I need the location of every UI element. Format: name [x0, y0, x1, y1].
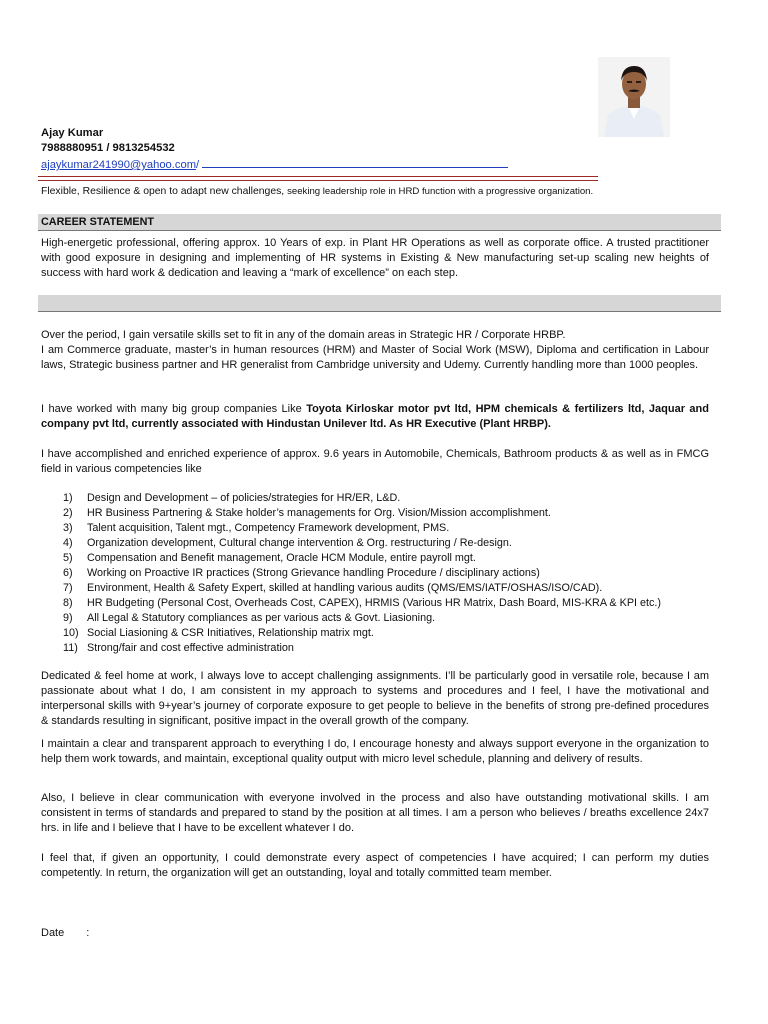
profile-photo — [598, 57, 670, 137]
career-statement-text: High-energetic professional, offering approx. 10 Years of exp. in Plant HR Operations as well as corporate office. A trusted practitioner with good exposure in designing and implementing of HR systems in Existing & New manufacturing set-up scaling new heights of success with hard work & dedication and leaving a “mark of excellence” on each step. — [41, 237, 709, 279]
list-number: 10) — [63, 627, 79, 639]
closing-paragraph: I feel that, if given an opportunity, I could demonstrate every aspect of competencies I have acquired; I can perform my duties competently. In return, the organization will get an outstanding, loyal and totally committed team member. — [41, 852, 709, 879]
list-text: HR Budgeting (Personal Cost, Overheads Cost, CAPEX), HRMIS (Various HR Matrix, Dash Board, MIS-KRA & KPI etc.) — [87, 597, 662, 609]
email-separator: / — [196, 159, 200, 171]
list-text: Design and Development – of policies/strategies for HR/ER, L&D. — [87, 492, 401, 504]
list-item — [41, 611, 701, 626]
header-divider — [38, 176, 598, 181]
list-item — [41, 641, 701, 656]
list-number: 4) — [63, 537, 73, 549]
motivation-paragraph: Dedicated & feel home at work, I always love to accept challenging assignments. I’ll be particularly good in versatile role, because I am passionate about what I do, I am consistent in my approach to systems and procedures and I feel, I have the motivational and interpersonal skills with 9+year’s journey of corporate exposure to get people to believe in the benefits of strong pre-defined procedures & standards resulting in significant, positive impact in the overall growth of the company. — [41, 670, 709, 727]
list-text: Social Liasioning & CSR Initiatives, Relationship matrix mgt. — [87, 627, 374, 639]
list-text: Environment, Health & Safety Expert, skilled at handling various audits (QMS/EMS/IATF/OSHAS/ISO/CAD). — [87, 582, 603, 594]
list-text: All Legal & Statutory compliances as per various acts & Govt. Liasioning. — [87, 612, 436, 624]
experience-paragraph: I have accomplished and enriched experience of approx. 9.6 years in Automobile, Chemicals, Bathroom products & as well as in FMCG field in various competencies like — [41, 448, 709, 475]
email-link[interactable]: ajaykumar241990@yahoo.com — [41, 159, 197, 171]
list-text: Strong/fair and cost effective administration — [87, 642, 294, 654]
date-colon: : — [86, 927, 90, 939]
tagline-part1: Flexible, Resilience & open to adapt new challenges, — [41, 186, 288, 197]
list-number: 3) — [63, 522, 73, 534]
tagline — [41, 185, 721, 199]
companies-paragraph — [41, 402, 709, 432]
communication-paragraph: Also, I believe in clear communication with everyone involved in the process and also have outstanding motivational skills. I am consistent in terms of standards and prepared to stand by the position at all times. I am a person who believes / breaths excellence 24x7 hrs. in life and I believe that I have to be excellent whatever I do. — [41, 792, 709, 834]
list-item — [41, 521, 701, 536]
list-item — [41, 536, 701, 551]
list-text: Organization development, Cultural change intervention & Org. restructuring / Re-design. — [87, 537, 512, 549]
summary-paragraph-1: Over the period, I gain versatile skills set to fit in any of the domain areas in Strategic HR / Corporate HRBP. — [41, 329, 566, 341]
list-item — [41, 491, 701, 506]
list-number: 9) — [63, 612, 73, 624]
candidate-name: Ajay Kumar — [41, 127, 104, 139]
approach-paragraph: I maintain a clear and transparent approach to everything I do, I encourage honesty and always support everyone in the organization to help them work towards, and maintain, exceptional quality output with micro level schedule, planning and delivery of results. — [41, 738, 709, 765]
list-item — [41, 506, 701, 521]
tagline-part2: seeking leadership role in HRD function with a progressive organization. — [287, 186, 594, 197]
blank-underline — [202, 156, 508, 168]
section-title: CAREER STATEMENT — [41, 216, 154, 228]
date-label: Date — [41, 927, 65, 939]
empty-section-bar — [38, 295, 721, 312]
list-number: 7) — [63, 582, 73, 594]
career-statement-bar — [38, 214, 721, 231]
list-number: 1) — [63, 492, 73, 504]
summary-paragraph-2: I am Commerce graduate, master’s in human resources (HRM) and Master of Social Work (MSW), Diploma and certification in Labour laws, Strategic business partner and HR generalist from Cambridge university and Udemy. Currently handling more than 1000 peoples. — [41, 344, 709, 371]
date-line — [41, 926, 89, 941]
list-item — [41, 566, 701, 581]
list-number: 2) — [63, 507, 73, 519]
list-number: 11) — [63, 642, 78, 654]
list-text: HR Business Partnering & Stake holder’s managements for Org. Vision/Mission accomplishment. — [87, 507, 551, 519]
list-number: 8) — [63, 597, 73, 609]
list-item — [41, 596, 701, 611]
list-number: 6) — [63, 567, 73, 579]
list-item — [41, 551, 701, 566]
companies-intro: I have worked with many big group companies Like — [41, 403, 307, 415]
companies-list: Toyota Kirloskar motor pvt ltd, HPM chemicals & fertilizers ltd, Jaquar and company pvt ltd, currently associated with Hindustan Unilever ltd. As HR Executive (Plant HRBP). — [41, 403, 709, 430]
competency-list — [41, 491, 701, 656]
email-line — [41, 156, 601, 173]
list-number: 5) — [63, 552, 73, 564]
contact-header — [41, 126, 601, 173]
person-photo-icon — [598, 57, 670, 137]
list-text: Compensation and Benefit management, Oracle HCM Module, entire payroll mgt. — [87, 552, 476, 564]
list-item — [41, 626, 701, 641]
list-text: Talent acquisition, Talent mgt., Competency Framework development, PMS. — [87, 522, 450, 534]
list-text: Working on Proactive IR practices (Strong Grievance handling Procedure / disciplinary actions) — [87, 567, 540, 579]
list-item — [41, 581, 701, 596]
phone-numbers: 7988880951 / 9813254532 — [41, 142, 175, 154]
